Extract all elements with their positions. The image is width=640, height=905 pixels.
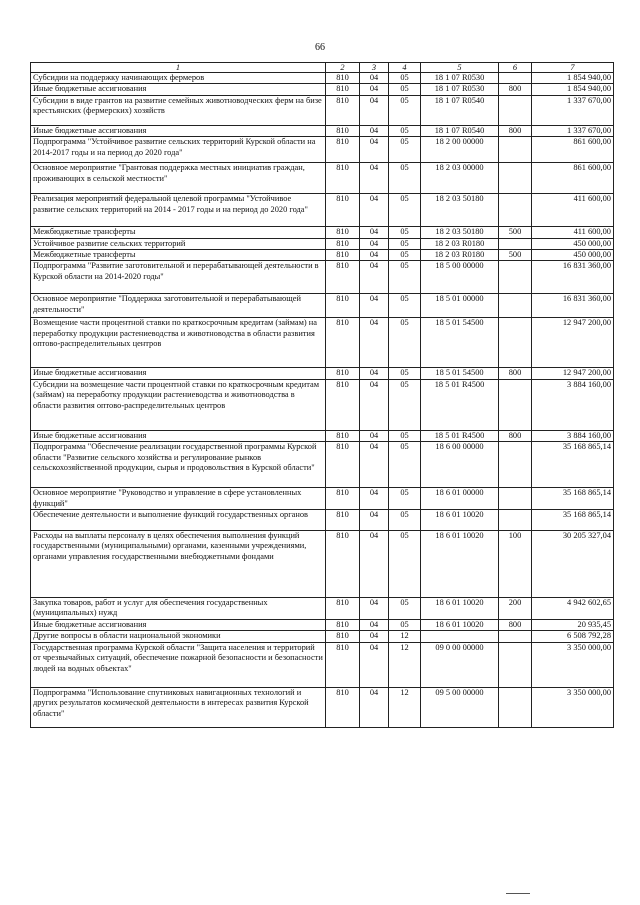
table-row — [31, 368, 614, 379]
row-ved: 810 — [326, 430, 360, 441]
row-pr: 05 — [389, 261, 421, 294]
row-pr: 05 — [389, 368, 421, 379]
row-csr — [421, 631, 499, 642]
row-csr: 18 5 01 00000 — [421, 294, 499, 318]
row-ved: 810 — [326, 442, 360, 488]
budget-table — [30, 62, 614, 728]
scan-mark — [506, 893, 530, 894]
row-sum: 3 350 000,00 — [532, 687, 614, 727]
header-col-rz: 3 — [360, 63, 389, 73]
row-csr: 18 1 07 R0530 — [421, 84, 499, 95]
table-row — [31, 95, 614, 125]
table-row — [31, 442, 614, 488]
header-col-ved: 2 — [326, 63, 360, 73]
row-pr: 05 — [389, 250, 421, 261]
row-csr: 18 6 01 10020 — [421, 510, 499, 531]
row-ved: 810 — [326, 294, 360, 318]
row-rz: 04 — [360, 642, 389, 687]
row-pr: 05 — [389, 294, 421, 318]
row-ved: 810 — [326, 227, 360, 238]
row-ved: 810 — [326, 510, 360, 531]
row-vr — [499, 73, 532, 84]
row-csr: 18 5 01 R4500 — [421, 430, 499, 441]
header-col-csr: 5 — [421, 63, 499, 73]
row-ved: 810 — [326, 73, 360, 84]
row-vr: 800 — [499, 84, 532, 95]
row-rz: 04 — [360, 73, 389, 84]
row-pr: 05 — [389, 163, 421, 194]
row-ved: 810 — [326, 531, 360, 598]
row-rz: 04 — [360, 227, 389, 238]
row-ved: 810 — [326, 619, 360, 630]
row-csr: 18 1 07 R0530 — [421, 73, 499, 84]
row-ved: 810 — [326, 642, 360, 687]
row-csr: 18 6 01 10020 — [421, 619, 499, 630]
row-sum: 35 168 865,14 — [532, 488, 614, 510]
row-ved: 810 — [326, 163, 360, 194]
row-rz: 04 — [360, 619, 389, 630]
row-csr: 18 1 07 R0540 — [421, 125, 499, 136]
row-pr: 05 — [389, 598, 421, 620]
table-row — [31, 687, 614, 727]
row-sum: 1 854 940,00 — [532, 73, 614, 84]
row-name: Иные бюджетные ассигнования — [31, 619, 326, 630]
table-row — [31, 294, 614, 318]
row-csr: 18 6 00 00000 — [421, 442, 499, 488]
table-row — [31, 227, 614, 238]
row-vr: 500 — [499, 250, 532, 261]
row-rz: 04 — [360, 318, 389, 368]
row-csr: 18 2 03 R0180 — [421, 238, 499, 249]
row-rz: 04 — [360, 137, 389, 163]
row-pr: 05 — [389, 531, 421, 598]
row-name: Межбюджетные трансферты — [31, 250, 326, 261]
row-csr: 18 6 01 10020 — [421, 531, 499, 598]
row-csr: 18 5 00 00000 — [421, 261, 499, 294]
row-sum: 1 337 670,00 — [532, 125, 614, 136]
row-name: Обеспечение деятельности и выполнение функций государственных органов — [31, 510, 326, 531]
table-row — [31, 318, 614, 368]
row-rz: 04 — [360, 687, 389, 727]
row-csr: 18 6 01 00000 — [421, 488, 499, 510]
row-ved: 810 — [326, 379, 360, 430]
row-csr: 18 2 03 50180 — [421, 227, 499, 238]
row-vr — [499, 137, 532, 163]
row-vr — [499, 510, 532, 531]
row-sum: 861 600,00 — [532, 137, 614, 163]
row-vr: 200 — [499, 598, 532, 620]
header-col-name: 1 — [31, 63, 326, 73]
table-row — [31, 238, 614, 249]
row-vr — [499, 687, 532, 727]
row-sum: 3 350 000,00 — [532, 642, 614, 687]
row-sum: 411 600,00 — [532, 194, 614, 227]
row-sum: 450 000,00 — [532, 238, 614, 249]
row-csr: 09 5 00 00000 — [421, 687, 499, 727]
row-pr: 05 — [389, 379, 421, 430]
row-sum: 6 508 792,28 — [532, 631, 614, 642]
table-row — [31, 163, 614, 194]
row-vr: 100 — [499, 531, 532, 598]
row-pr: 05 — [389, 510, 421, 531]
row-vr — [499, 238, 532, 249]
table-row — [31, 261, 614, 294]
row-csr: 09 0 00 00000 — [421, 642, 499, 687]
row-ved: 810 — [326, 631, 360, 642]
row-vr — [499, 318, 532, 368]
row-name: Основное мероприятие "Руководство и управление в сфере установленных функций" — [31, 488, 326, 510]
row-csr: 18 5 01 R4500 — [421, 379, 499, 430]
row-ved: 810 — [326, 598, 360, 620]
row-vr: 800 — [499, 125, 532, 136]
row-name: Основное мероприятие "Поддержка заготовительной и перерабатывающей деятельности" — [31, 294, 326, 318]
table-row — [31, 631, 614, 642]
row-vr: 500 — [499, 227, 532, 238]
row-sum: 16 831 360,00 — [532, 294, 614, 318]
row-sum: 30 205 327,04 — [532, 531, 614, 598]
row-sum: 35 168 865,14 — [532, 442, 614, 488]
row-name: Реализация мероприятий федеральной целевой программы "Устойчивое развитие сельских территорий на 2014 - 2017 годы и на период до 2020 года" — [31, 194, 326, 227]
row-rz: 04 — [360, 379, 389, 430]
table-row — [31, 598, 614, 620]
row-sum: 3 884 160,00 — [532, 379, 614, 430]
table-row — [31, 488, 614, 510]
row-sum: 20 935,45 — [532, 619, 614, 630]
row-pr: 05 — [389, 84, 421, 95]
row-sum: 3 884 160,00 — [532, 430, 614, 441]
page-number: 66 — [315, 42, 325, 53]
row-rz: 04 — [360, 125, 389, 136]
table-row — [31, 125, 614, 136]
row-pr: 05 — [389, 318, 421, 368]
row-vr — [499, 95, 532, 125]
table-row — [31, 250, 614, 261]
row-pr: 12 — [389, 642, 421, 687]
row-pr: 05 — [389, 194, 421, 227]
row-rz: 04 — [360, 84, 389, 95]
row-sum: 861 600,00 — [532, 163, 614, 194]
row-rz: 04 — [360, 163, 389, 194]
row-ved: 810 — [326, 95, 360, 125]
row-pr: 12 — [389, 631, 421, 642]
row-sum: 411 600,00 — [532, 227, 614, 238]
row-ved: 810 — [326, 84, 360, 95]
row-name: Иные бюджетные ассигнования — [31, 430, 326, 441]
table-row — [31, 531, 614, 598]
row-ved: 810 — [326, 261, 360, 294]
row-vr — [499, 442, 532, 488]
row-sum: 16 831 360,00 — [532, 261, 614, 294]
row-ved: 810 — [326, 488, 360, 510]
row-sum: 35 168 865,14 — [532, 510, 614, 531]
row-name: Государственная программа Курской области "Защита населения и территорий от чрезвычайных ситуаций, обеспечение пожарной безопасности и безопасности людей на водных объектах" — [31, 642, 326, 687]
row-vr: 800 — [499, 368, 532, 379]
table-row — [31, 430, 614, 441]
header-col-pr: 4 — [389, 63, 421, 73]
row-rz: 04 — [360, 531, 389, 598]
row-csr: 18 2 03 00000 — [421, 163, 499, 194]
row-name: Другие вопросы в области национальной экономики — [31, 631, 326, 642]
row-name: Иные бюджетные ассигнования — [31, 84, 326, 95]
row-rz: 04 — [360, 488, 389, 510]
row-pr: 05 — [389, 442, 421, 488]
row-sum: 12 947 200,00 — [532, 368, 614, 379]
table-row — [31, 510, 614, 531]
row-name: Подпрограмма "Развитие заготовительной и перерабатывающей деятельности в Курской области на 2014-2020 годы" — [31, 261, 326, 294]
row-rz: 04 — [360, 250, 389, 261]
row-rz: 04 — [360, 598, 389, 620]
row-rz: 04 — [360, 368, 389, 379]
header-col-sum: 7 — [532, 63, 614, 73]
row-name: Основное мероприятие "Грантовая поддержка местных инициатив граждан, проживающих в сельской местности" — [31, 163, 326, 194]
row-pr: 05 — [389, 125, 421, 136]
row-rz: 04 — [360, 238, 389, 249]
row-pr: 05 — [389, 95, 421, 125]
table-row — [31, 194, 614, 227]
row-ved: 810 — [326, 687, 360, 727]
row-ved: 810 — [326, 318, 360, 368]
row-name: Устойчивое развитие сельских территорий — [31, 238, 326, 249]
row-vr: 800 — [499, 619, 532, 630]
row-rz: 04 — [360, 194, 389, 227]
table-row — [31, 379, 614, 430]
row-vr — [499, 194, 532, 227]
row-vr — [499, 294, 532, 318]
row-csr: 18 2 03 50180 — [421, 194, 499, 227]
row-name: Расходы на выплаты персоналу в целях обеспечения выполнения функций государственными (муниципальными) органами, казенными учреждениями, органами управления государственными внебюджетными фондами — [31, 531, 326, 598]
row-name: Субсидии на возмещение части процентной ставки по краткосрочным кредитам (займам) на переработку продукции растениеводства и животноводства в области развития оптово-распределительных центров — [31, 379, 326, 430]
row-name: Подпрограмма "Обеспечение реализации государственной программы Курской области "Развитие сельского хозяйства и регулирование рынков сельскохозяйственной продукции, сырья и продовольствия в Курской области" — [31, 442, 326, 488]
row-name: Субсидии в виде грантов на развитие семейных животноводческих ферм на бизе крестьянских (фермерских) хозяйств — [31, 95, 326, 125]
row-sum: 12 947 200,00 — [532, 318, 614, 368]
row-csr: 18 2 03 R0180 — [421, 250, 499, 261]
row-pr: 05 — [389, 73, 421, 84]
row-pr: 05 — [389, 619, 421, 630]
row-ved: 810 — [326, 368, 360, 379]
row-sum: 450 000,00 — [532, 250, 614, 261]
table-row — [31, 619, 614, 630]
row-vr — [499, 379, 532, 430]
row-sum: 1 337 670,00 — [532, 95, 614, 125]
row-sum: 1 854 940,00 — [532, 84, 614, 95]
row-pr: 05 — [389, 227, 421, 238]
row-vr — [499, 642, 532, 687]
row-rz: 04 — [360, 430, 389, 441]
row-name: Закупка товаров, работ и услуг для обеспечения государственных (муниципальных) нужд — [31, 598, 326, 620]
row-ved: 810 — [326, 250, 360, 261]
header-row — [31, 63, 614, 73]
row-vr — [499, 261, 532, 294]
row-name: Иные бюджетные ассигнования — [31, 368, 326, 379]
row-ved: 810 — [326, 238, 360, 249]
row-pr: 05 — [389, 238, 421, 249]
row-rz: 04 — [360, 294, 389, 318]
row-name: Иные бюджетные ассигнования — [31, 125, 326, 136]
row-rz: 04 — [360, 261, 389, 294]
row-csr: 18 5 01 54500 — [421, 368, 499, 379]
row-name: Межбюджетные трансферты — [31, 227, 326, 238]
row-ved: 810 — [326, 194, 360, 227]
table-row — [31, 73, 614, 84]
row-rz: 04 — [360, 631, 389, 642]
row-pr: 05 — [389, 430, 421, 441]
table-row — [31, 84, 614, 95]
row-name: Подпрограмма "Использование спутниковых навигационных технологий и других результатов космической деятельности в интересах развития Курской области" — [31, 687, 326, 727]
row-ved: 810 — [326, 137, 360, 163]
row-pr: 05 — [389, 137, 421, 163]
row-pr: 12 — [389, 687, 421, 727]
row-vr — [499, 163, 532, 194]
row-rz: 04 — [360, 95, 389, 125]
table-row — [31, 642, 614, 687]
row-csr: 18 2 00 00000 — [421, 137, 499, 163]
row-vr — [499, 631, 532, 642]
row-name: Возмещение части процентной ставки по краткосрочным кредитам (займам) на переработку продукции растениеводства и животноводства в области развития оптово-распределительных центров — [31, 318, 326, 368]
header-col-vr: 6 — [499, 63, 532, 73]
row-vr — [499, 488, 532, 510]
row-pr: 05 — [389, 488, 421, 510]
row-sum: 4 942 602,65 — [532, 598, 614, 620]
row-vr: 800 — [499, 430, 532, 441]
row-csr: 18 1 07 R0540 — [421, 95, 499, 125]
row-name: Субсидии на поддержку начинающих фермеров — [31, 73, 326, 84]
row-csr: 18 6 01 10020 — [421, 598, 499, 620]
row-rz: 04 — [360, 442, 389, 488]
row-name: Подпрограмма "Устойчивое развитие сельских территорий Курской области на 2014-2017 годы и на период до 2020 года" — [31, 137, 326, 163]
row-csr: 18 5 01 54500 — [421, 318, 499, 368]
row-ved: 810 — [326, 125, 360, 136]
table-row — [31, 137, 614, 163]
row-rz: 04 — [360, 510, 389, 531]
